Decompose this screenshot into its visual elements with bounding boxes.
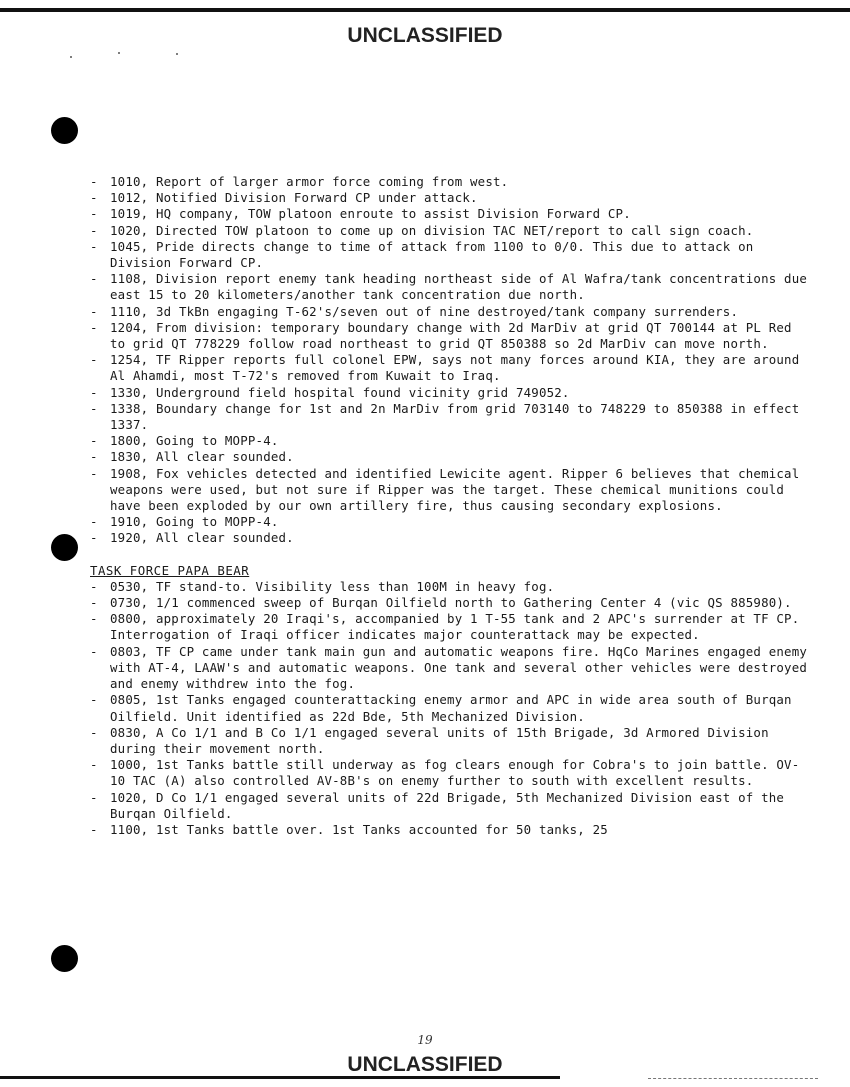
bullet-dash: - [90,611,98,627]
log-entry [90,271,810,303]
log-entry-text: 1908, Fox vehicles detected and identified Lewicite agent. Ripper 6 believes that chemical weapons were used, but not sure if Ripper was the target. These chemical munitions could have been exploded by our own artillery fire, thus causing secondary explosions. [110,465,800,514]
bullet-dash: - [90,319,98,335]
log-entry-text: 0800, approximately 20 Iraqi's, accompanied by 1 T-55 tank and 2 APC's surrender at TF CP. Interrogation of Iraqi officer indicates major counterattack may be expected. [110,611,800,643]
log-entry-text: 1020, Directed TOW platoon to come up on division TAC NET/report to call sign coach. [110,222,754,238]
bullet-dash: - [90,465,98,481]
bullet-dash: - [90,578,98,594]
log-entry [90,320,810,352]
log-entry-text: 1100, 1st Tanks battle over. 1st Tanks accounted for 50 tanks, 25 [110,821,608,837]
punch-hole-middle [51,534,78,561]
bullet-dash: - [90,384,98,400]
log-entry [90,530,810,546]
scan-speck [176,53,178,55]
log-entry-text: 1800, Going to MOPP-4. [110,433,279,449]
log-entry-text: 1010, Report of larger armor force coming from west. [110,174,509,189]
log-entry-text: 1204, From division: temporary boundary change with 2d MarDiv at grid QT 700144 at PL Red to grid QT 778229 follow road northeast to grid QT 850388 so 2d MarDiv can move north. [110,319,792,352]
log-entry-text: 1254, TF Ripper reports full colonel EPW, says not many forces around KIA, they are around Al Ahamdi, most T-72's removed from Kuwait to Iraq. [110,352,800,384]
log-entry-text: 1000, 1st Tanks battle still underway as fog clears enough for Cobra's to join battle. OV-10 TAC (A) also controlled AV-8B's on enemy further to south with excellent results. [110,757,800,789]
log-entry-text: 1019, HQ company, TOW platoon enroute to assist Division Forward CP. [110,206,631,222]
log-entry-text: 1045, Pride directs change to time of attack from 1100 to 0/0. This due to attack on Division Forward CP. [110,238,754,271]
log-entry [90,822,810,838]
log-entry [90,514,810,530]
bullet-dash: - [90,692,98,708]
bullet-dash: - [90,271,98,287]
log-entry-text: 0530, TF stand-to. Visibility less than 100M in heavy fog. [110,578,555,594]
log-entry-text: 0730, 1/1 commenced sweep of Burqan Oilfield north to Gathering Center 4 (vic QS 885980). [110,595,792,611]
page-number: 19 [417,1033,433,1047]
bullet-dash: - [90,222,98,238]
bottom-border-line [0,1076,560,1079]
log-entry [90,595,810,611]
log-entry [90,692,810,724]
bullet-dash: - [90,643,98,659]
log-entry [90,790,810,822]
scan-speck [70,56,72,58]
log-entry [90,725,810,757]
bullet-dash: - [90,190,98,206]
log-entry-text: 1020, D Co 1/1 engaged several units of 22d Brigade, 5th Mechanized Division east of the Burqan Oilfield. [110,789,785,821]
bullet-dash: - [90,724,98,740]
log-entry-text: 1108, Division report enemy tank heading northeast side of Al Wafra/tank concentrations due east 15 to 20 kilometers/another tank concentration due north. [110,271,808,303]
log-entry [90,174,810,190]
scan-speck [118,52,120,54]
bottom-dashed-mark [648,1078,818,1079]
bullet-dash: - [90,449,98,465]
bullet-dash: - [90,514,98,530]
section-heading: TASK FORCE PAPA BEAR [90,562,250,578]
punch-hole-bottom [51,945,78,972]
log-entry [90,757,810,789]
footer-classification: UNCLASSIFIED [347,1053,503,1076]
log-entry [90,239,810,271]
log-entry [90,579,810,595]
section-spacer [90,547,810,563]
log-entry [90,433,810,449]
log-entry-text: 1012, Notified Division Forward CP under attack. [110,190,478,206]
bullet-dash: - [90,174,98,189]
header-classification: UNCLASSIFIED [347,24,503,47]
log-entry [90,385,810,401]
log-entry [90,304,810,320]
bullet-dash: - [90,757,98,773]
bullet-dash: - [90,821,98,837]
bullet-dash: - [90,595,98,611]
log-entry-text: 1330, Underground field hospital found vicinity grid 749052. [110,384,570,400]
bullet-dash: - [90,206,98,222]
log-entry [90,190,810,206]
top-border-line [0,8,850,12]
bullet-dash: - [90,352,98,368]
log-entry [90,644,810,693]
log-entry-text: 1110, 3d TkBn engaging T-62's/seven out of nine destroyed/tank company surrenders. [110,303,739,319]
log-entry [90,449,810,465]
log-entry-text: 1910, Going to MOPP-4. [110,514,279,530]
log-entry-text: 0803, TF CP came under tank main gun and automatic weapons fire. HqCo Marines engaged enemy with AT-4, LAAW's and automatic weapons. One tank and several other vehicles were destroyed and enemy withdrew into the fog. [110,643,808,692]
log-entry-text: 0830, A Co 1/1 and B Co 1/1 engaged several units of 15th Brigade, 3d Armored Division during their movement north. [110,724,769,756]
log-entry [90,352,810,384]
log-entry-text: 0805, 1st Tanks engaged counterattacking enemy armor and APC in wide area south of Burqan Oilfield. Unit identified as 22d Bde, 5th Mechanized Division. [110,692,792,724]
punch-hole-top [51,117,78,144]
bullet-dash: - [90,303,98,319]
log-entry [90,223,810,239]
log-entry [90,206,810,222]
bullet-dash: - [90,433,98,449]
bullet-dash: - [90,530,98,546]
log-entry-text: 1338, Boundary change for 1st and 2n MarDiv from grid 703140 to 748229 to 850388 in effect 1337. [110,400,800,433]
log-entry [90,466,810,515]
log-entries-group-2 [90,579,810,838]
log-entry [90,611,810,643]
log-entries-group-1 [90,174,810,547]
log-entry-text: 1920, All clear sounded. [110,530,294,546]
bullet-dash: - [90,789,98,805]
bullet-dash: - [90,238,98,254]
bullet-dash: - [90,400,98,416]
log-entry [90,401,810,433]
document-body [90,174,810,838]
log-entry-text: 1830, All clear sounded. [110,449,294,465]
